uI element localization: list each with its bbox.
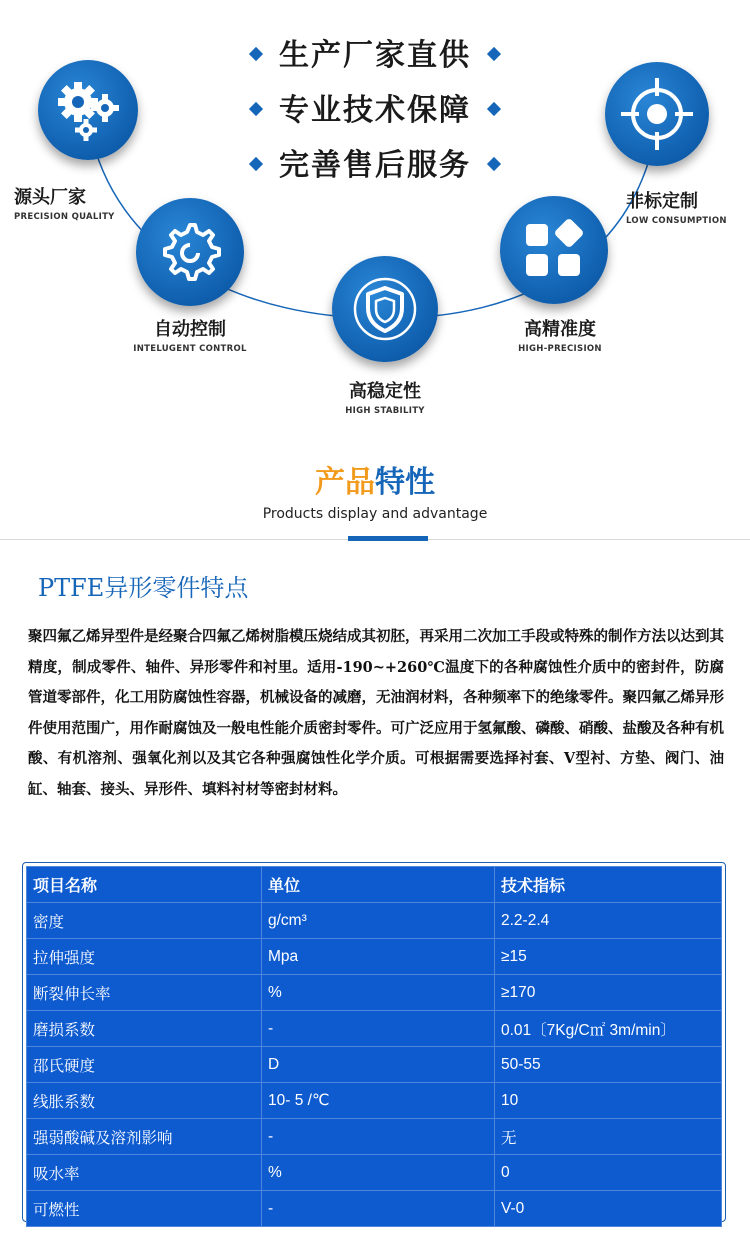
section-title: 产品特性 bbox=[315, 465, 435, 500]
table-row bbox=[27, 903, 722, 939]
table-cell: 拉伸强度 bbox=[27, 939, 262, 975]
feature-label-control: 自动控制 INTELUGENT CONTROL bbox=[133, 319, 247, 354]
table-cell: 0 bbox=[495, 1155, 722, 1191]
description-paragraph: 聚四氟乙烯异型件是经聚合四氟乙烯树脂模压烧结成其初胚，再采用二次加工手段或特殊的制作方法以达到其精度，制成零件、轴件、异形零件和衬里。适用-190~+260℃温度下的各种腐蚀性介质中的密封件，防腐管道零部件，化工用防腐蚀性容器，机械设备的减磨，无油润材料，各种频率下的绝缘零件。聚四氟乙烯异形件使用范围广，用作耐腐蚀及一般电性能介质密封零件。可广泛应用于氢氟酸、磷酸、硝酸、盐酸及各种有机酸、有机溶剂、强氧化剂以及其它各种强腐蚀性化学介质。可根据需要选择衬套、V型衬、方垫、阀门、油缸、轴套、接头、异形件、填料衬材等密封材料。 bbox=[28, 628, 724, 798]
table-cell: % bbox=[262, 975, 495, 1011]
header-cell: 项目名称 bbox=[27, 867, 262, 903]
table-cell: g/cm³ bbox=[262, 903, 495, 939]
table-cell: 磨损系数 bbox=[27, 1011, 262, 1047]
table-cell: 50-55 bbox=[495, 1047, 722, 1083]
table-row bbox=[27, 1011, 722, 1047]
shield-icon bbox=[350, 274, 420, 344]
table-cell: 断裂伸长率 bbox=[27, 975, 262, 1011]
tagline-1: 生产厂家直供 bbox=[0, 36, 750, 76]
table-cell: Mpa bbox=[262, 939, 495, 975]
table-header-row bbox=[27, 867, 722, 903]
table-row bbox=[27, 1047, 722, 1083]
table-cell: 线胀系数 bbox=[27, 1083, 262, 1119]
table-cell: - bbox=[262, 1011, 495, 1047]
table-cell: V-0 bbox=[495, 1191, 722, 1227]
feature-circle-custom bbox=[605, 62, 709, 166]
table-cell: 0.01〔7Kg/C㎡ 3m/min〕 bbox=[495, 1011, 722, 1047]
table-cell: 10 bbox=[495, 1083, 722, 1119]
table-row bbox=[27, 1155, 722, 1191]
table-row bbox=[27, 975, 722, 1011]
table-cell: % bbox=[262, 1155, 495, 1191]
table-cell: ≥170 bbox=[495, 975, 722, 1011]
table-cell: 强弱酸碱及溶剂影响 bbox=[27, 1119, 262, 1155]
tagline-2: 专业技术保障 bbox=[0, 91, 750, 131]
section-subtitle: Products display and advantage bbox=[262, 506, 488, 522]
table-cell: - bbox=[262, 1191, 495, 1227]
feature-circle-control bbox=[136, 198, 244, 306]
table-cell: 10- 5 /℃ bbox=[262, 1083, 495, 1119]
header-cell: 单位 bbox=[262, 867, 495, 903]
feature-circle-source bbox=[38, 60, 138, 160]
feature-circle-precision bbox=[500, 196, 608, 304]
blocks-icon bbox=[522, 218, 586, 282]
feature-label-custom: 非标定制 LOW CONSUMPTION bbox=[626, 191, 727, 226]
spec-table bbox=[22, 862, 726, 1222]
feature-label-stability: 高稳定性 HIGH STABILITY bbox=[345, 381, 425, 416]
section-accent-bar bbox=[348, 536, 428, 541]
table-row bbox=[27, 1191, 722, 1227]
gears-icon bbox=[48, 70, 128, 150]
table-cell: 密度 bbox=[27, 903, 262, 939]
table-cell: 吸水率 bbox=[27, 1155, 262, 1191]
table-row bbox=[27, 939, 722, 975]
table-cell: 可燃性 bbox=[27, 1191, 262, 1227]
tagline-3: 完善售后服务 bbox=[0, 146, 750, 186]
table-row bbox=[27, 1083, 722, 1119]
feature-label-source: 源头厂家 PRECISION QUALITY bbox=[14, 187, 115, 222]
table-cell: 2.2-2.4 bbox=[495, 903, 722, 939]
ptfe-heading: PTFE异形零件特点 bbox=[38, 574, 249, 602]
header-cell: 技术指标 bbox=[495, 867, 722, 903]
feature-circle-stability bbox=[332, 256, 438, 362]
table-cell: D bbox=[262, 1047, 495, 1083]
gear-outline-icon bbox=[155, 217, 225, 287]
table-cell: 邵氏硬度 bbox=[27, 1047, 262, 1083]
crosshair-icon bbox=[617, 74, 697, 154]
table-row bbox=[27, 1119, 722, 1155]
table-cell: 无 bbox=[495, 1119, 722, 1155]
table-cell: ≥15 bbox=[495, 939, 722, 975]
feature-label-precision: 高精准度 HIGH-PRECISION bbox=[518, 319, 602, 354]
table-cell: - bbox=[262, 1119, 495, 1155]
